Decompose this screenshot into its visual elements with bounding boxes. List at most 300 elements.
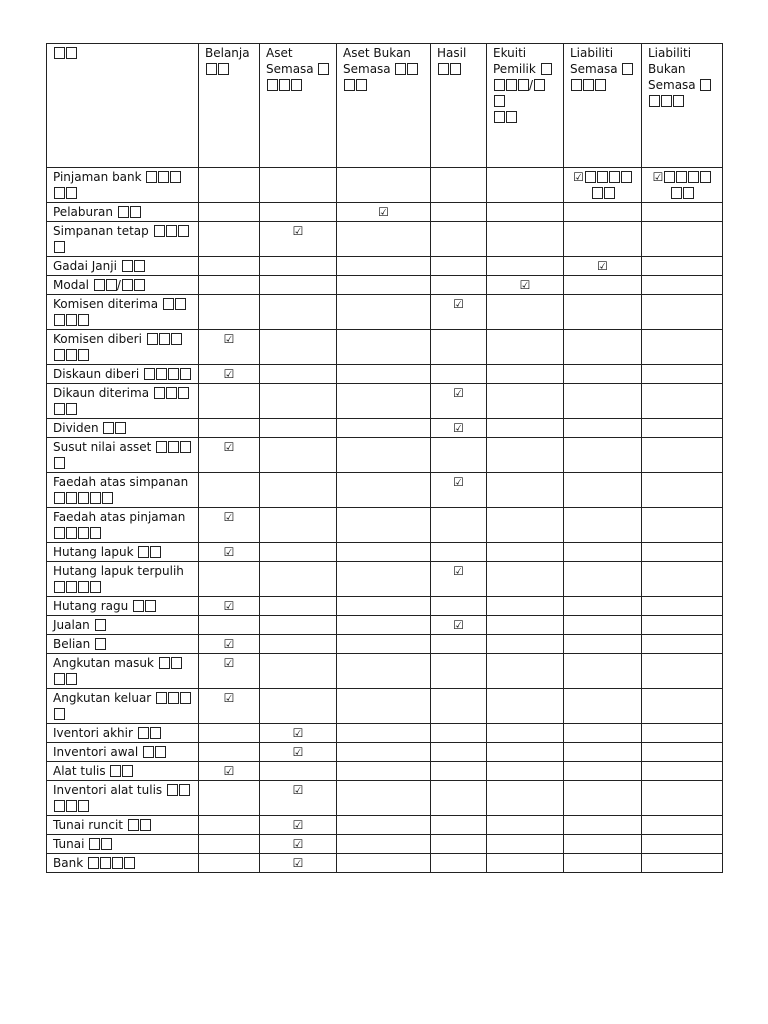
cell-aset_semasa — [260, 543, 337, 562]
missing-glyph-box — [494, 95, 505, 107]
check-mark-icon: ☑ — [292, 745, 304, 759]
missing-glyph-box — [128, 819, 139, 831]
table-row — [47, 473, 723, 508]
cell-aset_semasa — [260, 438, 337, 473]
item-name-cell — [47, 508, 199, 543]
cell-liabiliti_bukan_semasa — [642, 597, 723, 616]
column-header-aset_bukan_semasa — [337, 44, 431, 168]
missing-glyph-box — [115, 422, 126, 434]
column-header-label: Hasil — [437, 46, 467, 60]
check-mark-icon: ☑ — [223, 545, 235, 559]
cell-ekuiti_pemilik — [487, 835, 564, 854]
item-name-cell — [47, 724, 199, 743]
check-mark-icon: ☑ — [223, 691, 235, 705]
missing-glyph-box — [218, 63, 229, 75]
table-row — [47, 562, 723, 597]
missing-glyph-box — [534, 79, 545, 91]
cell-liabiliti_semasa — [564, 365, 642, 384]
cell-hasil — [431, 508, 487, 543]
cell-ekuiti_pemilik — [487, 816, 564, 835]
cell-aset_bukan_semasa — [337, 365, 431, 384]
cell-belanja — [199, 203, 260, 222]
cell-aset_semasa — [260, 635, 337, 654]
missing-glyph-box — [206, 63, 217, 75]
cell-aset_bukan_semasa — [337, 635, 431, 654]
cell-liabiliti_semasa — [564, 616, 642, 635]
table-row — [47, 257, 723, 276]
item-name: Komisen diberi — [53, 332, 142, 346]
cell-belanja — [199, 419, 260, 438]
cell-liabiliti_semasa — [564, 330, 642, 365]
cell-liabiliti_semasa — [564, 203, 642, 222]
cell-hasil — [431, 419, 487, 438]
table-row — [47, 419, 723, 438]
cell-hasil — [431, 724, 487, 743]
cell-ekuiti_pemilik — [487, 276, 564, 295]
item-name: Inventori awal — [53, 745, 139, 759]
cell-belanja — [199, 635, 260, 654]
item-name-cell — [47, 295, 199, 330]
item-name-cell — [47, 543, 199, 562]
missing-glyph-box — [180, 368, 191, 380]
item-name-cell — [47, 816, 199, 835]
cell-aset_semasa — [260, 781, 337, 816]
cell-hasil — [431, 257, 487, 276]
column-header-separator: / — [529, 78, 534, 92]
cell-aset_bukan_semasa — [337, 654, 431, 689]
cell-aset_semasa — [260, 330, 337, 365]
missing-glyph-box — [166, 225, 177, 237]
missing-glyph-box — [279, 79, 290, 91]
cell-liabiliti_bukan_semasa — [642, 762, 723, 781]
check-mark-icon: ☑ — [453, 475, 464, 489]
missing-glyph-box — [106, 279, 117, 291]
missing-glyph-box — [541, 63, 552, 75]
check-mark-icon: ☑ — [292, 726, 304, 740]
missing-glyph-box — [407, 63, 418, 75]
missing-glyph-box — [130, 206, 141, 218]
cell-liabiliti_bukan_semasa — [642, 203, 723, 222]
table-row — [47, 762, 723, 781]
cell-liabiliti_semasa — [564, 743, 642, 762]
cell-aset_bukan_semasa — [337, 203, 431, 222]
cell-belanja — [199, 743, 260, 762]
item-name: Angkutan masuk — [53, 656, 154, 670]
missing-glyph-box — [54, 314, 65, 326]
missing-glyph-box — [395, 63, 406, 75]
table-row — [47, 543, 723, 562]
cell-belanja — [199, 562, 260, 597]
item-name: Komisen diterima — [53, 297, 159, 311]
cell-liabiliti_semasa — [564, 724, 642, 743]
cell-aset_bukan_semasa — [337, 330, 431, 365]
cell-liabiliti_semasa — [564, 854, 642, 873]
check-mark-icon: ☑ — [378, 205, 389, 219]
cell-liabiliti_bukan_semasa — [642, 419, 723, 438]
cell-ekuiti_pemilik — [487, 635, 564, 654]
missing-glyph-box — [683, 187, 694, 199]
missing-glyph-box — [494, 111, 505, 123]
cell-hasil — [431, 743, 487, 762]
check-mark-icon: ☑ — [292, 224, 304, 238]
missing-glyph-box — [700, 171, 711, 183]
cell-aset_semasa — [260, 365, 337, 384]
cell-hasil — [431, 816, 487, 835]
missing-glyph-box — [90, 492, 101, 504]
cell-hasil — [431, 597, 487, 616]
cell-aset_semasa — [260, 276, 337, 295]
missing-glyph-box — [118, 206, 129, 218]
check-mark-icon: ☑ — [597, 259, 608, 273]
cell-ekuiti_pemilik — [487, 616, 564, 635]
cell-ekuiti_pemilik — [487, 330, 564, 365]
missing-glyph-box — [494, 79, 505, 91]
missing-glyph-box — [54, 708, 65, 720]
item-name: Diskaun diberi — [53, 367, 140, 381]
cell-liabiliti_bukan_semasa — [642, 635, 723, 654]
missing-glyph-box — [138, 546, 149, 558]
missing-glyph-box — [171, 657, 182, 669]
item-name-separator: / — [116, 278, 121, 292]
missing-glyph-box — [66, 800, 77, 812]
cell-liabiliti_semasa — [564, 168, 642, 203]
column-header-hasil — [431, 44, 487, 168]
column-header-aset_semasa — [260, 44, 337, 168]
cell-belanja — [199, 257, 260, 276]
item-name-cell — [47, 689, 199, 724]
cell-ekuiti_pemilik — [487, 203, 564, 222]
cell-liabiliti_bukan_semasa — [642, 257, 723, 276]
table-row — [47, 816, 723, 835]
check-mark-icon: ☑ — [223, 440, 235, 454]
column-header-label: Liabiliti Semasa — [570, 46, 618, 76]
column-header-ekuiti_pemilik — [487, 44, 564, 168]
cell-liabiliti_semasa — [564, 835, 642, 854]
cell-aset_bukan_semasa — [337, 781, 431, 816]
missing-glyph-box — [159, 657, 170, 669]
table-row — [47, 689, 723, 724]
missing-glyph-box — [180, 441, 191, 453]
missing-glyph-box — [438, 63, 449, 75]
missing-glyph-box — [122, 765, 133, 777]
missing-glyph-box — [171, 333, 182, 345]
cell-belanja — [199, 835, 260, 854]
missing-glyph-box — [78, 492, 89, 504]
cell-liabiliti_semasa — [564, 762, 642, 781]
missing-glyph-box — [66, 403, 77, 415]
cell-hasil — [431, 365, 487, 384]
item-name-cell — [47, 854, 199, 873]
check-mark-icon: ☑ — [223, 656, 235, 670]
cell-liabiliti_semasa — [564, 689, 642, 724]
table-row — [47, 616, 723, 635]
missing-glyph-box — [78, 349, 89, 361]
cell-liabiliti_semasa — [564, 562, 642, 597]
table-row — [47, 597, 723, 616]
item-name-cell — [47, 276, 199, 295]
item-name: Dividen — [53, 421, 99, 435]
cell-hasil — [431, 438, 487, 473]
cell-ekuiti_pemilik — [487, 438, 564, 473]
cell-ekuiti_pemilik — [487, 562, 564, 597]
cell-aset_semasa — [260, 597, 337, 616]
missing-glyph-box — [122, 260, 133, 272]
cell-liabiliti_semasa — [564, 473, 642, 508]
missing-glyph-box — [66, 349, 77, 361]
missing-glyph-box — [54, 527, 65, 539]
missing-glyph-box — [95, 638, 106, 650]
cell-liabiliti_bukan_semasa — [642, 276, 723, 295]
missing-glyph-box — [622, 63, 633, 75]
missing-glyph-box — [597, 171, 608, 183]
missing-glyph-box — [54, 349, 65, 361]
cell-liabiliti_bukan_semasa — [642, 473, 723, 508]
cell-aset_bukan_semasa — [337, 508, 431, 543]
item-name-cell — [47, 616, 199, 635]
cell-liabiliti_bukan_semasa — [642, 781, 723, 816]
missing-glyph-box — [178, 387, 189, 399]
missing-glyph-box — [143, 746, 154, 758]
cell-aset_bukan_semasa — [337, 543, 431, 562]
missing-glyph-box — [168, 368, 179, 380]
missing-glyph-box — [54, 457, 65, 469]
missing-glyph-box — [156, 368, 167, 380]
cell-belanja — [199, 781, 260, 816]
missing-glyph-box — [154, 387, 165, 399]
missing-glyph-box — [66, 492, 77, 504]
table-row — [47, 438, 723, 473]
cell-aset_semasa — [260, 854, 337, 873]
table-row — [47, 276, 723, 295]
cell-hasil — [431, 330, 487, 365]
missing-glyph-box — [110, 765, 121, 777]
cell-belanja — [199, 816, 260, 835]
cell-hasil — [431, 203, 487, 222]
item-name: Faedah atas pinjaman — [53, 510, 186, 524]
item-name-cell — [47, 635, 199, 654]
cell-belanja — [199, 854, 260, 873]
cell-belanja — [199, 508, 260, 543]
item-name-cell — [47, 384, 199, 419]
cell-liabiliti_semasa — [564, 257, 642, 276]
cell-ekuiti_pemilik — [487, 724, 564, 743]
missing-glyph-box — [267, 79, 278, 91]
cell-hasil — [431, 562, 487, 597]
missing-glyph-box — [583, 79, 594, 91]
item-name-cell — [47, 203, 199, 222]
cell-aset_bukan_semasa — [337, 616, 431, 635]
missing-glyph-box — [138, 727, 149, 739]
cell-ekuiti_pemilik — [487, 689, 564, 724]
missing-glyph-box — [54, 241, 65, 253]
missing-glyph-box — [609, 171, 620, 183]
cell-hasil — [431, 473, 487, 508]
missing-glyph-box — [78, 314, 89, 326]
item-name-cell — [47, 835, 199, 854]
check-mark-icon: ☑ — [453, 421, 464, 435]
cell-aset_bukan_semasa — [337, 816, 431, 835]
cell-aset_bukan_semasa — [337, 295, 431, 330]
missing-glyph-box — [318, 63, 329, 75]
cell-aset_bukan_semasa — [337, 257, 431, 276]
cell-hasil — [431, 689, 487, 724]
check-mark-icon: ☑ — [292, 856, 304, 870]
column-header-label: Aset Bukan Semasa — [343, 46, 411, 76]
cell-aset_bukan_semasa — [337, 835, 431, 854]
cell-liabiliti_bukan_semasa — [642, 330, 723, 365]
cell-liabiliti_semasa — [564, 384, 642, 419]
cell-aset_bukan_semasa — [337, 222, 431, 257]
item-name: Susut nilai asset — [53, 440, 152, 454]
cell-liabiliti_semasa — [564, 816, 642, 835]
table-row — [47, 854, 723, 873]
missing-glyph-box — [78, 800, 89, 812]
missing-glyph-box — [133, 600, 144, 612]
cell-aset_semasa — [260, 562, 337, 597]
missing-glyph-box — [146, 171, 157, 183]
table-row — [47, 724, 723, 743]
column-header-label: Aset Semasa — [266, 46, 314, 76]
item-name: Tunai — [53, 837, 85, 851]
missing-glyph-box — [180, 692, 191, 704]
cell-belanja — [199, 365, 260, 384]
item-name: Modal — [53, 278, 89, 292]
cell-aset_semasa — [260, 835, 337, 854]
check-mark-icon: ☑ — [292, 818, 304, 832]
cell-belanja — [199, 295, 260, 330]
cell-hasil — [431, 168, 487, 203]
cell-aset_bukan_semasa — [337, 384, 431, 419]
item-name: Pinjaman bank — [53, 170, 142, 184]
item-name-cell — [47, 473, 199, 508]
missing-glyph-box — [649, 95, 660, 107]
cell-ekuiti_pemilik — [487, 854, 564, 873]
item-name: Hutang lapuk terpulih — [53, 564, 184, 578]
missing-glyph-box — [66, 581, 77, 593]
missing-glyph-box — [344, 79, 355, 91]
missing-glyph-box — [673, 95, 684, 107]
table-row — [47, 330, 723, 365]
missing-glyph-box — [140, 819, 151, 831]
cell-hasil — [431, 654, 487, 689]
cell-liabiliti_semasa — [564, 635, 642, 654]
cell-belanja — [199, 543, 260, 562]
cell-aset_bukan_semasa — [337, 276, 431, 295]
missing-glyph-box — [144, 368, 155, 380]
cell-liabiliti_bukan_semasa — [642, 543, 723, 562]
cell-ekuiti_pemilik — [487, 508, 564, 543]
cell-belanja — [199, 384, 260, 419]
column-header-belanja — [199, 44, 260, 168]
cell-belanja — [199, 330, 260, 365]
missing-glyph-box — [175, 298, 186, 310]
cell-aset_semasa — [260, 762, 337, 781]
cell-aset_semasa — [260, 616, 337, 635]
item-name: Jualan — [53, 618, 90, 632]
cell-aset_semasa — [260, 654, 337, 689]
cell-liabiliti_bukan_semasa — [642, 168, 723, 203]
cell-hasil — [431, 222, 487, 257]
cell-aset_semasa — [260, 419, 337, 438]
table-row — [47, 781, 723, 816]
cell-ekuiti_pemilik — [487, 743, 564, 762]
cell-belanja — [199, 473, 260, 508]
cell-liabiliti_bukan_semasa — [642, 816, 723, 835]
cell-belanja — [199, 654, 260, 689]
check-mark-icon: ☑ — [652, 170, 664, 184]
cell-aset_bukan_semasa — [337, 419, 431, 438]
missing-glyph-box — [688, 171, 699, 183]
missing-glyph-box — [156, 441, 167, 453]
missing-glyph-box — [150, 546, 161, 558]
table-row — [47, 295, 723, 330]
cell-hasil — [431, 384, 487, 419]
check-mark-icon: ☑ — [223, 332, 235, 346]
item-name: Simpanan tetap — [53, 224, 149, 238]
cell-liabiliti_bukan_semasa — [642, 384, 723, 419]
missing-glyph-box — [54, 581, 65, 593]
cell-hasil — [431, 854, 487, 873]
check-mark-icon: ☑ — [453, 297, 464, 311]
item-name-cell — [47, 257, 199, 276]
cell-liabiliti_bukan_semasa — [642, 365, 723, 384]
check-mark-icon: ☑ — [453, 564, 464, 578]
cell-aset_bukan_semasa — [337, 854, 431, 873]
missing-glyph-box — [166, 387, 177, 399]
item-name-cell — [47, 781, 199, 816]
cell-ekuiti_pemilik — [487, 543, 564, 562]
missing-glyph-box — [671, 187, 682, 199]
cell-belanja — [199, 724, 260, 743]
check-mark-icon: ☑ — [453, 618, 464, 632]
cell-liabiliti_bukan_semasa — [642, 835, 723, 854]
item-name: Tunai runcit — [53, 818, 124, 832]
table-row — [47, 635, 723, 654]
missing-glyph-box — [604, 187, 615, 199]
item-name-cell — [47, 743, 199, 762]
missing-glyph-box — [78, 581, 89, 593]
table-row — [47, 654, 723, 689]
cell-aset_bukan_semasa — [337, 597, 431, 616]
missing-glyph-box — [506, 111, 517, 123]
item-name: Hutang ragu — [53, 599, 129, 613]
item-name-cell — [47, 419, 199, 438]
missing-glyph-box — [100, 857, 111, 869]
cell-liabiliti_bukan_semasa — [642, 724, 723, 743]
cell-liabiliti_bukan_semasa — [642, 854, 723, 873]
cell-liabiliti_semasa — [564, 597, 642, 616]
cell-aset_semasa — [260, 257, 337, 276]
cell-aset_semasa — [260, 168, 337, 203]
check-mark-icon: ☑ — [292, 783, 304, 797]
missing-glyph-box — [54, 47, 65, 59]
cell-liabiliti_bukan_semasa — [642, 654, 723, 689]
cell-hasil — [431, 762, 487, 781]
missing-glyph-box — [54, 492, 65, 504]
missing-glyph-box — [155, 746, 166, 758]
check-mark-icon: ☑ — [573, 170, 584, 184]
column-header-liabiliti_bukan_semasa — [642, 44, 723, 168]
cell-belanja — [199, 689, 260, 724]
cell-liabiliti_bukan_semasa — [642, 562, 723, 597]
missing-glyph-box — [124, 857, 135, 869]
missing-glyph-box — [66, 47, 77, 59]
cell-liabiliti_semasa — [564, 295, 642, 330]
table-row — [47, 743, 723, 762]
cell-aset_semasa — [260, 473, 337, 508]
cell-aset_semasa — [260, 689, 337, 724]
missing-glyph-box — [664, 171, 675, 183]
